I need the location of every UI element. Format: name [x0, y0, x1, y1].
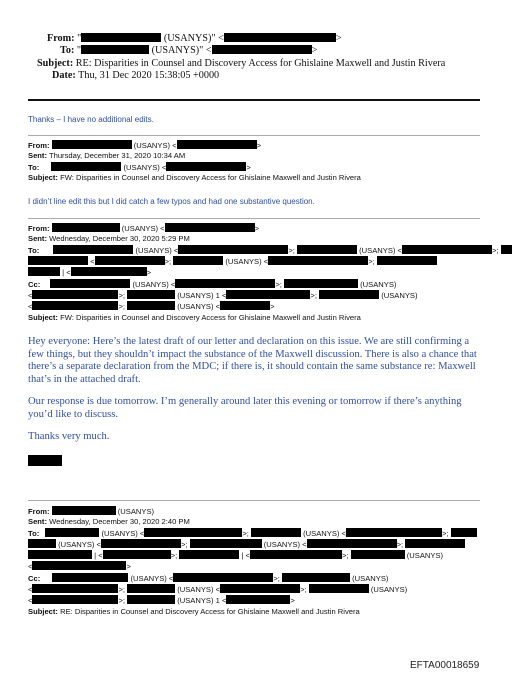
redaction: [405, 539, 465, 548]
redaction: [32, 561, 126, 570]
redaction: [127, 301, 175, 310]
msg3-cc-row-2: < >; (USANYS) < >; (USANYS): [28, 585, 408, 594]
msg2-paragraph-2: Our response is due tomorrow. I’m generally around later this evening or tomorrow if there’s anything you’d like to discuss.: [28, 396, 462, 420]
redaction: [81, 33, 161, 42]
redaction: [127, 584, 175, 593]
msg2-sent-row: Sent: Wednesday, December 30, 2020 5:29 PM: [28, 234, 190, 243]
msg1-subject-row: Subject: FW: Disparities in Counsel and Discovery Access for Ghislaine Maxwell and Justin Rivera: [28, 173, 361, 182]
msg1-sent-row: Sent: Thursday, December 31, 2020 10:34 AM: [28, 151, 186, 160]
redaction: [45, 528, 99, 537]
redaction: [226, 290, 310, 299]
redaction: [309, 584, 369, 593]
redaction: [51, 162, 121, 171]
message-divider: [28, 500, 480, 501]
msg3-subject-row: Subject: RE: Disparities in Counsel and Discovery Access for Ghislaine Maxwell and Justin Rivera: [28, 607, 360, 616]
msg2-to-row: To: (USANYS) < >; (USANYS) < >;: [28, 245, 512, 256]
redaction: [212, 45, 312, 54]
redaction: [251, 528, 301, 537]
redaction: [284, 279, 358, 288]
redaction: [28, 256, 88, 265]
redaction: [32, 595, 118, 604]
redaction: [101, 539, 181, 548]
msg3-sent-row: Sent: Wednesday, December 30, 2020 2:40 PM: [28, 517, 190, 526]
redaction: [165, 223, 255, 232]
msg3-from-row: From: (USANYS): [28, 507, 155, 516]
redaction: [175, 279, 275, 288]
redaction: [28, 539, 56, 548]
redaction: [28, 550, 92, 559]
msg1-to-row: To: (USANYS) < >: [28, 163, 251, 172]
redaction: [451, 528, 477, 537]
msg3-cc-row: Cc: (USANYS) < >; (USANYS): [28, 574, 389, 583]
redaction: [319, 290, 379, 299]
top-date-row: [52, 70, 219, 82]
redaction: [52, 506, 116, 515]
msg2-subject-row: Subject: FW: Disparities in Counsel and Discovery Access for Ghislaine Maxwell and Justin Rivera: [28, 313, 361, 322]
date-text: Thu, 31 Dec 2020 15:38:05 +0000: [78, 70, 220, 81]
msg2-paragraph-1: Hey everyone: Here’s the latest draft of our letter and declaration on this issue. We are still confirming a few things, but they shouldn’t impact the substance of the Maxwell discussion. There is also a chance that there’s a separate declaration from the MDC; if there is, it should contain the same substance re: Maxwell that’s in the attached draft.: [28, 336, 477, 385]
redaction: [52, 223, 120, 232]
msg2-cc-row-2: < >; (USANYS) 1 < >; (USANYS): [28, 291, 418, 300]
subject-label: Subject:: [37, 58, 74, 69]
redaction: [28, 267, 60, 276]
to-label: To:: [60, 45, 75, 56]
redaction: [166, 162, 246, 171]
redaction: [103, 550, 171, 559]
redaction: [127, 595, 175, 604]
redaction: [71, 267, 147, 276]
redaction: [250, 550, 342, 559]
msg3-to-row-2: (USANYS) < >; (USANYS) < >;: [28, 539, 465, 550]
msg3-to-row-4: < >: [28, 562, 131, 571]
redaction: [268, 256, 368, 265]
redaction: [190, 539, 262, 548]
document-id: EFTA00018659: [410, 660, 480, 671]
redaction: [53, 245, 133, 254]
signature-redaction: [28, 455, 62, 466]
message-divider: [28, 218, 480, 219]
redaction: [50, 279, 130, 288]
redaction: [282, 573, 350, 582]
msg2-paragraph-3: Thanks very much.: [28, 431, 110, 442]
redaction: [32, 584, 118, 593]
redaction: [173, 573, 273, 582]
redaction: [32, 301, 118, 310]
msg1-from-row: From: (USANYS) < >: [28, 141, 262, 150]
top-from-row: From: " (USANYS)" < >: [47, 33, 342, 44]
msg2-from-row: From: (USANYS) < >: [28, 224, 260, 233]
redaction: [501, 245, 512, 254]
msg2-cc-row-3: < >; (USANYS) < >: [28, 302, 275, 311]
redaction: [173, 256, 223, 265]
redaction: [179, 550, 239, 559]
msg3-cc-row-3: < >; (USANYS) 1 < >: [28, 596, 295, 605]
msg3-to-row: To: (USANYS) < >; (USANYS) < >;: [28, 528, 477, 539]
subject-text: RE: Disparities in Counsel and Discovery Access for Ghislaine Maxwell and Justin Rivera: [75, 58, 446, 69]
message-divider: [28, 135, 480, 136]
redaction: [402, 245, 492, 254]
redaction: [224, 33, 336, 42]
redaction: [144, 528, 242, 537]
date-label: Date:: [52, 70, 76, 81]
redaction: [95, 256, 165, 265]
redaction: [52, 140, 132, 149]
redaction: [32, 290, 118, 299]
redaction: [346, 528, 442, 537]
top-to-row: To: " (USANYS)" < >: [60, 45, 318, 56]
redaction: [351, 550, 405, 559]
msg2-to-row-2: < >; (USANYS) < >;: [28, 256, 437, 267]
msg2-to-row-3: | < >: [28, 267, 151, 278]
redaction: [127, 290, 175, 299]
reply-note: Thanks – I have no additional edits.: [28, 115, 154, 124]
msg2-cc-row: Cc: (USANYS) < >; (USANYS): [28, 280, 397, 289]
redaction: [178, 245, 288, 254]
from-label: From:: [47, 33, 75, 44]
redaction: [220, 584, 300, 593]
redaction: [177, 140, 257, 149]
header-divider: [28, 99, 480, 101]
redaction: [81, 45, 149, 54]
top-subject-row: [37, 58, 445, 70]
redaction: [226, 595, 290, 604]
redaction: [220, 301, 270, 310]
redaction: [377, 256, 437, 265]
redaction: [52, 573, 128, 582]
redaction: [297, 245, 357, 254]
msg1-note: I didn’t line edit this but I did catch a few typos and had one substantive question.: [28, 197, 315, 206]
msg3-to-row-3: | < >; | < >; (USANYS): [28, 550, 443, 561]
redaction: [307, 539, 397, 548]
